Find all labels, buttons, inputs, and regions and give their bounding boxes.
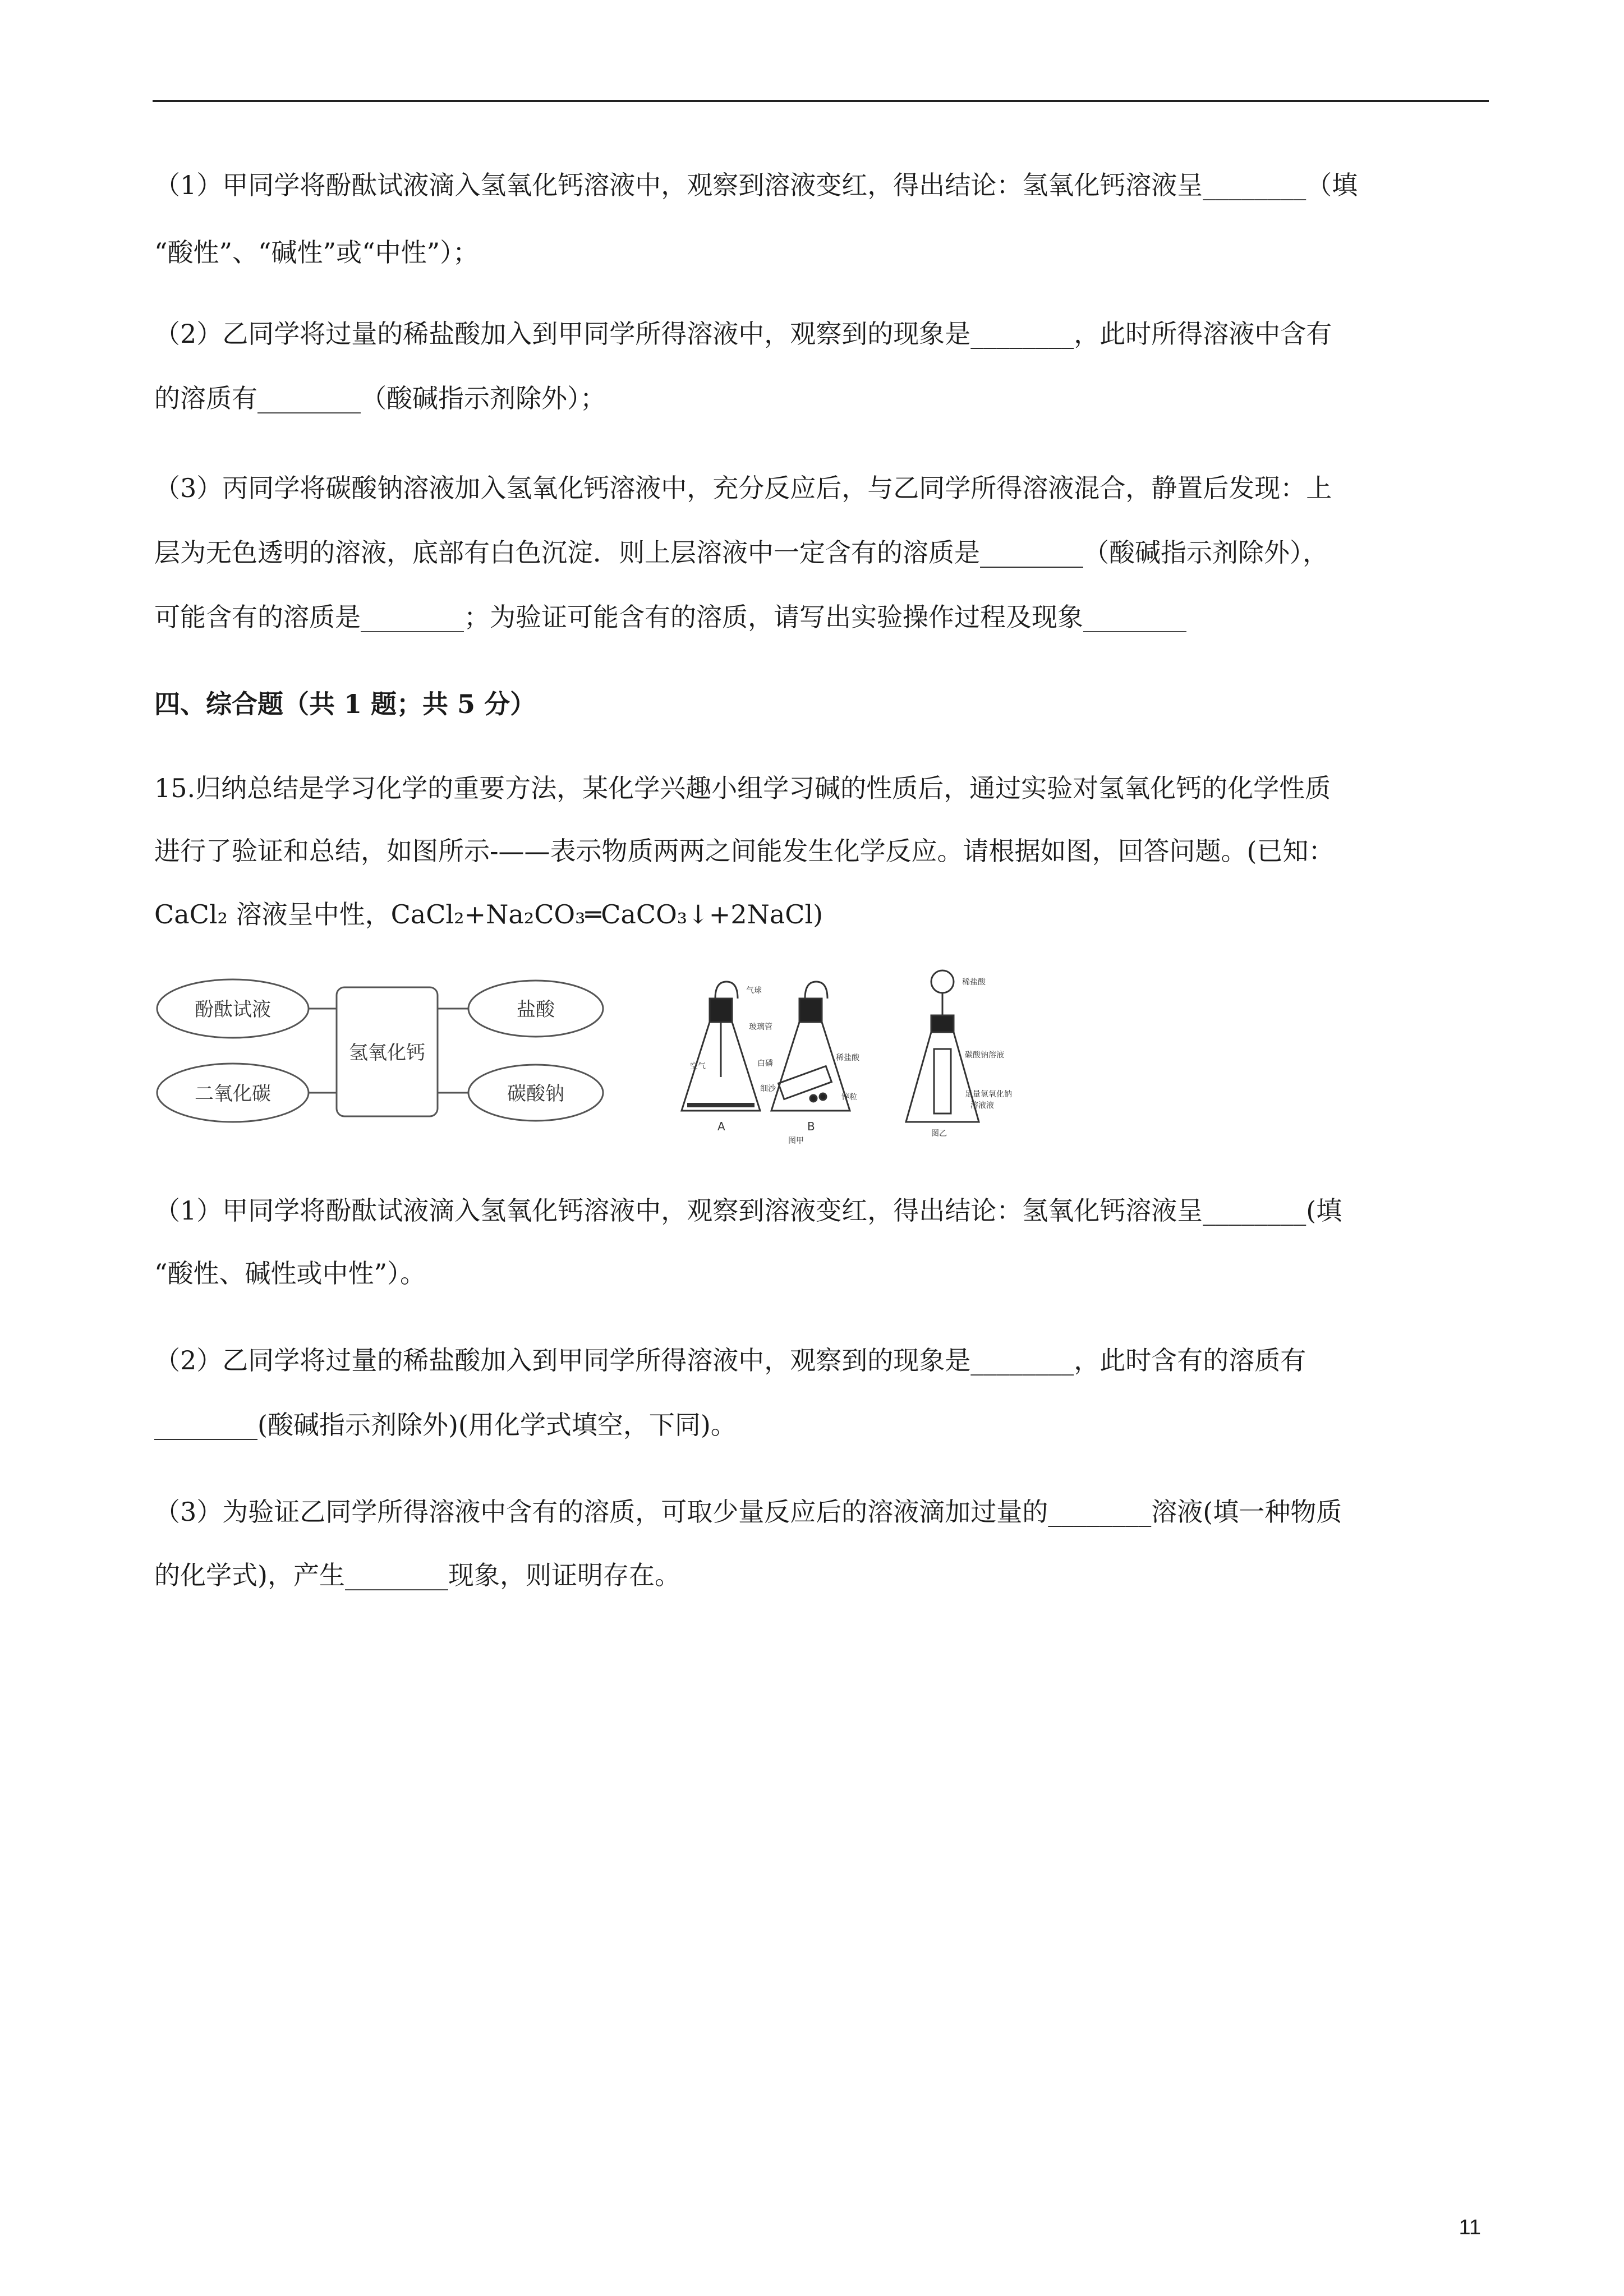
q14-part3-line2: 层为无色透明的溶液，底部有白色沉淀．则上层溶液中一定含有的溶质是________（酸碱指示剂除外）， [154,537,1328,568]
balloon-a [715,982,738,999]
stopper-a [710,999,732,1022]
caption-jia: 图甲 [788,1137,804,1144]
white-phosphorus-label: 白磷 [757,1059,773,1068]
hcl-label: 盐酸 [517,999,555,1021]
q15-part1-line1: （1）甲同学将酚酞试液滴入氢氧化钙溶液中，观察到溶液变红，得出结论：氢氧化钙溶液呈________(填 [154,1195,1342,1226]
q15-part3-line1: （3）为验证乙同学所得溶液中含有的溶质，可取少量反应后的溶液滴加过量的________溶液(填一种物质 [154,1497,1342,1527]
dilute-acid-b-label: 稀盐酸 [836,1053,859,1062]
sodium-carbonate-label: 碳酸钠溶液 [965,1051,1004,1060]
q15-stem-line3: CaCl₂ 溶液呈中性，CaCl₂+Na₂CO₃═CaCO₃↓+2NaCl) [154,899,823,930]
air-label: 空气 [690,1062,706,1071]
q14-part2-line2: 的溶质有________（酸碱指示剂除外）； [154,383,606,413]
calcium-hydroxide-label: 氢氧化钙 [349,1042,425,1064]
stopper-b [799,999,822,1022]
zinc-granule-2 [820,1093,826,1100]
apparatus-b [771,982,850,1111]
q15-part1-line2: “酸性、碱性或中性”）。 [154,1258,426,1289]
q15-part2-line1: （2）乙同学将过量的稀盐酸加入到甲同学所得溶液中，观察到的现象是________，此时含有的溶质有 [154,1345,1306,1375]
phenolphthalein-label: 酚酞试液 [195,999,271,1021]
caption-yi: 图乙 [931,1129,947,1138]
apparatus-c [906,970,979,1122]
fine-sand-label: 细沙 [760,1084,776,1093]
q15-part3-line2: 的化学式)，产生________现象，则证明存在。 [154,1560,680,1590]
flask-c [906,1032,979,1122]
glass-tube-label: 玻璃管 [749,1023,772,1032]
apparatus-a [682,982,760,1111]
balloon-b [805,982,827,999]
q14-part1-line2: “酸性”、“碱性”或“中性”）； [154,237,479,268]
q15-stem-line2: 进行了验证和总结，如图所示-——表示物质两两之间能发生化学反应。请根据如图，回答问题。(已知： [154,836,1335,866]
q15-part2-line2: ________(酸碱指示剂除外)(用化学式填空，下同)。 [154,1410,737,1440]
naoh-label-2: 溶液液 [970,1101,994,1110]
co2-label: 二氧化碳 [195,1083,271,1105]
stopper-c [931,1015,954,1032]
naoh-label-1: 足量氢氧化钠 [965,1090,1012,1099]
inner-tube-c [934,1049,951,1114]
q14-part2-line1: （2）乙同学将过量的稀盐酸加入到甲同学所得溶液中，观察到的现象是________，此时所得溶液中含有 [154,319,1332,349]
na2co3-label: 碳酸钠 [507,1083,564,1105]
zinc-granule-1 [810,1095,817,1102]
header-rule [153,100,1489,102]
label-b: B [807,1120,815,1133]
balloon-label: 气球 [746,986,762,995]
zinc-label: 锌粒 [841,1093,857,1102]
experiment-figure [154,965,1136,1144]
q14-part3-line3: 可能含有的溶质是________；为验证可能含有的溶质，请写出实验操作过程及现象________ [154,602,1186,632]
page-number: 11 [1459,2216,1481,2239]
funnel-bulb [931,970,954,993]
q14-part3-line1: （3）丙同学将碳酸钠溶液加入氢氧化钙溶液中，充分反应后，与乙同学所得溶液混合，静置后发现：上 [154,473,1332,503]
dilute-acid-c-label: 稀盐酸 [962,978,986,987]
section-heading: 四、综合题（共 1 题；共 5 分） [154,689,536,719]
q14-part1-line1: （1）甲同学将酚酞试液滴入氢氧化钙溶液中，观察到溶液变红，得出结论：氢氧化钙溶液呈________（填 [154,170,1358,200]
label-a: A [717,1120,725,1133]
q15-stem-line1: 15.归纳总结是学习化学的重要方法，某化学兴趣小组学习碱的性质后，通过实验对氢氧化钙的化学性质 [154,773,1331,803]
